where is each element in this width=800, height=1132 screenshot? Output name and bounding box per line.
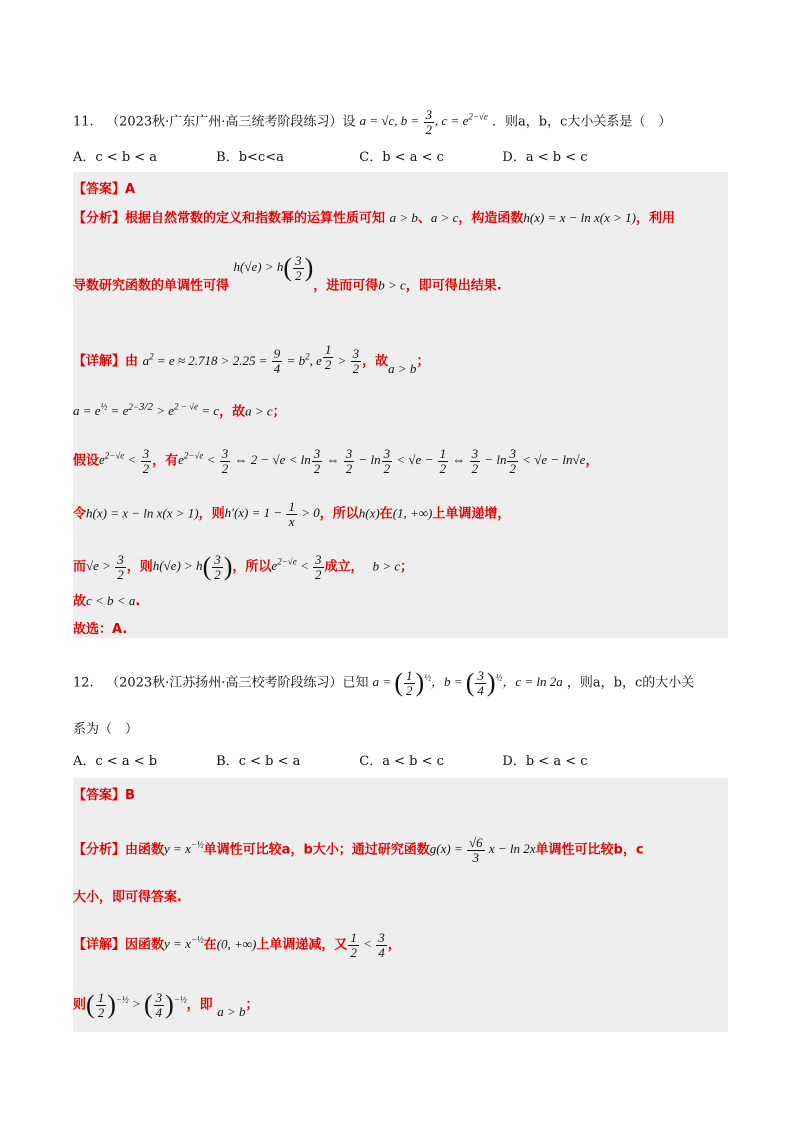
q12-detail-text3: 上单调递减，又 xyxy=(256,937,348,953)
q11-detail-formula14: b > c xyxy=(372,558,401,574)
q12-source: （2023秋·江苏扬州·高三校考阶段练习）已知 xyxy=(106,675,369,691)
q11-detail-text1: 由 xyxy=(125,353,139,369)
q11-analysis-tag: 【分析】 xyxy=(73,211,126,226)
q12-detail-formula2: (0, +∞) xyxy=(216,936,257,952)
q12-detail-text1: 因函数 xyxy=(125,937,165,953)
q11-detail-text12: ，则 xyxy=(126,559,153,575)
q11-detail-line5: 而√e > $\frac{3}{2}$ ，则h(√e) > h( $\frac{3}{2}$ )，所以$e^{2-√e}$ < $\frac{3}{2}$ 成立， b > c； xyxy=(73,551,414,582)
q11-detail-formula4: a > c xyxy=(245,403,273,419)
q12-analysis-line1 xyxy=(73,835,644,865)
q11-analysis-formula5: b > c xyxy=(378,277,406,293)
q12-detail-formula5: a > b xyxy=(217,1004,246,1020)
q12-answer xyxy=(73,786,135,806)
q12-answer-value: B xyxy=(125,788,135,803)
q11-detail-formula1: $a^2 = e \approx 2.718 > 2.25$ = $\frac{9}{4}$ = $b^2$, e $^{\frac{1}{2}}$ > $\frac{3}{2}$ xyxy=(142,342,360,377)
q11-options xyxy=(73,148,641,168)
q11-option-d[interactable]: D．a < b < c xyxy=(502,150,588,165)
q11-detail-text11: 而 xyxy=(73,559,87,575)
q11-analysis-text4: 导数研究函数的单调性可得 xyxy=(73,278,230,294)
q11-detail-formula12: h(√e) > h( $\frac{3}{2}$ ) xyxy=(152,551,233,582)
q11-analysis-text5: ，进而可得 xyxy=(313,278,379,294)
q11-analysis-text6: ，即可得出结果. xyxy=(405,278,502,294)
q11-detail-line2: $a = e^{\frac{1}{2}} = e^{2-3/2} > e^{2 - √e} = c$，故a > c； xyxy=(73,401,286,420)
q11-analysis-line1: 【分析】根据自然常数的定义和指数幂的运算性质可知 a > b、a > c，构造函数h(x) = x − ln x(x > 1)，利用 xyxy=(73,210,676,226)
q12-option-c[interactable]: C．a < b < c xyxy=(359,754,444,769)
q11-detail-text13: ，所以 xyxy=(232,559,272,575)
q11-detail-formula9: h(x) xyxy=(358,505,380,521)
q11-detail-text2: ，故 xyxy=(362,353,389,369)
q11-detail-formula15: c < b < a xyxy=(86,593,136,608)
q12-analysis-text3: 单调性可比较b，c xyxy=(535,842,644,858)
q12-detail-formula4: ( $\frac{1}{2}$ )$^{-\frac{1}{2}}$ > ( $\frac{3}{4}$ )$^{-\frac{1}{2}}$ xyxy=(86,989,187,1020)
q11-option-c[interactable]: C．b < a < c xyxy=(359,150,444,165)
q11-analysis-formula3: h(x) = x − ln x(x > 1) xyxy=(523,210,636,225)
q12-analysis-formula1: $y = x^{-\frac{1}{2}}$ xyxy=(164,840,204,857)
q12-options xyxy=(73,752,641,772)
q11-detail-text5: ，有 xyxy=(152,453,179,469)
q12-option-a[interactable]: A．c < a < b xyxy=(73,754,158,769)
q11-detail-text10: 上单调递增， xyxy=(432,506,511,522)
q11-number: 11. xyxy=(73,114,94,130)
q11-conclusion: 故选：A. xyxy=(73,622,128,637)
q12-answer-tag: 【答案】 xyxy=(73,788,126,803)
q11-detail-text9: 在 xyxy=(379,506,393,522)
q12-given-formula: a = ( $\frac{1}{2}$ )$^{\frac{1}{2}}$，b = ( $\frac{3}{4}$ )$^{\frac{1}{2}}$，c = ln 2a xyxy=(372,667,563,698)
q11-detail-formula8: h′(x) = 1 − $\frac{1}{x}$ > 0 xyxy=(224,499,320,529)
q12-detail-formula1: $y = x^{-\frac{1}{2}}$ xyxy=(164,935,204,952)
q11-detail-text14: 成立， xyxy=(324,559,364,575)
q12-detail-text5: ，即 xyxy=(186,997,213,1013)
q12-option-b[interactable]: B．c < b < a xyxy=(216,754,301,769)
q11-detail-text3: ，故 xyxy=(219,404,246,420)
q12-stem-line2: 系为（ ） xyxy=(73,722,139,737)
q11-answer-value: A xyxy=(125,182,136,197)
q11-detail-formula5: $e^{2-√e}$ < $\frac{3}{2}$ xyxy=(99,445,150,476)
q11-detail-line4 xyxy=(73,500,510,529)
q11-detail-formula2: a > b xyxy=(388,360,417,376)
q11-detail-formula10: (1, +∞) xyxy=(392,505,433,521)
q11-analysis-formula1: a > b xyxy=(389,210,418,225)
q11-analysis-text2: ，构造函数 xyxy=(458,211,524,226)
q12-detail-text4: 则 xyxy=(73,997,87,1013)
q11-analysis-formula4: h(√e) > h( $\frac{3}{2}$ ) xyxy=(233,253,314,283)
q12-number: 12. xyxy=(73,675,94,691)
q11-detail-formula11: √e > $\frac{3}{2}$ xyxy=(86,551,124,582)
q12-analysis-text2: 单调性可比较a，b大小；通过研究函数 xyxy=(203,842,430,858)
q12-detail-formula3: $\frac{1}{2}$ < $\frac{3}{4}$ xyxy=(350,929,385,960)
q11-analysis-text3: ，利用 xyxy=(636,211,676,226)
q11-detail-text7: ，则 xyxy=(198,506,225,522)
q12-analysis-text1: 由函数 xyxy=(125,842,165,858)
q11-detail-text15: 故 xyxy=(73,594,87,609)
q11-option-a[interactable]: A．c < b < a xyxy=(73,150,158,165)
q11-answer xyxy=(73,180,135,200)
q12-detail-line1: 【详解】因函数$y = x^{-\frac{1}{2}}$在(0, +∞)上单调递减，又 $\frac{1}{2}$ < $\frac{3}{4}$ ， xyxy=(73,929,401,960)
q12-analysis-line2: 大小，即可得答案. xyxy=(73,890,182,905)
q11-detail-line1: 【详解】由 $a^2 = e \approx 2.718 > 2.25$ = $\frac{9}{4}$ = $b^2$, e $^{\frac{1}{2}}$ > $\frac{3}{2}$ ，故a > b； xyxy=(73,342,430,377)
q11-question-tail: ．则a，b，c大小关系是（ ） xyxy=(492,114,672,130)
q11-detail-text8: ，所以 xyxy=(319,506,359,522)
q11-analysis-text1: 根据自然常数的定义和指数幂的运算性质可知 xyxy=(125,211,386,226)
q11-stem xyxy=(73,107,671,137)
q11-analysis-line2 xyxy=(73,253,502,301)
q11-detail-formula3: $a = e^{\frac{1}{2}} = e^{2-3/2} > e^{2 - √e} = c$ xyxy=(73,401,220,419)
q12-stem xyxy=(73,668,694,698)
q11-detail-formula6: $e^{2-√e}$ < $\frac{3}{2}$ ⇔ 2 − √e < ln $\frac{3}{2}$ ⇔ $\frac{3}{2}$ − ln $\frac{3}{2}$ < √e − $\frac{1}{2}$ ⇔ $\frac{3}{2}$ − ln $\frac{3}{2}$ < √e − ln√e xyxy=(178,445,586,476)
q11-source: （2023秋·广东广州·高三统考阶段练习）设 xyxy=(106,114,356,130)
q12-analysis-formula2: g(x) = $\frac{√6}{3}$ x − ln 2x xyxy=(429,834,536,865)
q11-detail-text4: 假设 xyxy=(73,453,100,469)
q11-analysis-formula2: a > c xyxy=(430,210,459,225)
q12-analysis-tag: 【分析】 xyxy=(73,842,126,858)
q11-detail-formula13: $e^{2-√e}$ < $\frac{3}{2}$ xyxy=(271,551,322,582)
q11-answer-tag: 【答案】 xyxy=(73,182,126,197)
q12-detail-text2: 在 xyxy=(203,937,217,953)
q11-given-formula: a = √c, b = $\frac{3}{2}$ , $c = e^{2-√e}$ xyxy=(359,106,488,137)
q11-detail-formula7: h(x) = x − ln x(x > 1) xyxy=(86,505,199,521)
q12-question-tail: ，则a，b，c的大小关 xyxy=(566,675,695,691)
q11-detail-line3: 假设$e^{2-√e}$ < $\frac{3}{2}$ ，有$e^{2-√e}$ < $\frac{3}{2}$ ⇔ 2 − √e < ln $\frac{3}{2}$ ⇔ $\frac{3}{2}$ − ln $\frac{3}{2}$ < √e − $\frac{1}{2}$ ⇔ $\frac{3}{2}$ − ln $\frac{3}{2}$ < √e − ln√e， xyxy=(73,445,599,476)
q12-option-d[interactable]: D．b < a < c xyxy=(502,754,588,769)
q11-detail-line6: 故c < b < a. xyxy=(73,593,141,609)
q12-detail-line2: 则( $\frac{1}{2}$ )$^{-\frac{1}{2}}$ > ( $\frac{3}{4}$ )$^{-\frac{1}{2}}$，即 a > b； xyxy=(73,989,259,1020)
q12-detail-tag: 【详解】 xyxy=(73,937,126,953)
q11-detail-text6: 令 xyxy=(73,506,87,522)
q11-option-b[interactable]: B．b<c<a xyxy=(216,150,284,165)
q11-detail-tag: 【详解】 xyxy=(73,353,126,369)
